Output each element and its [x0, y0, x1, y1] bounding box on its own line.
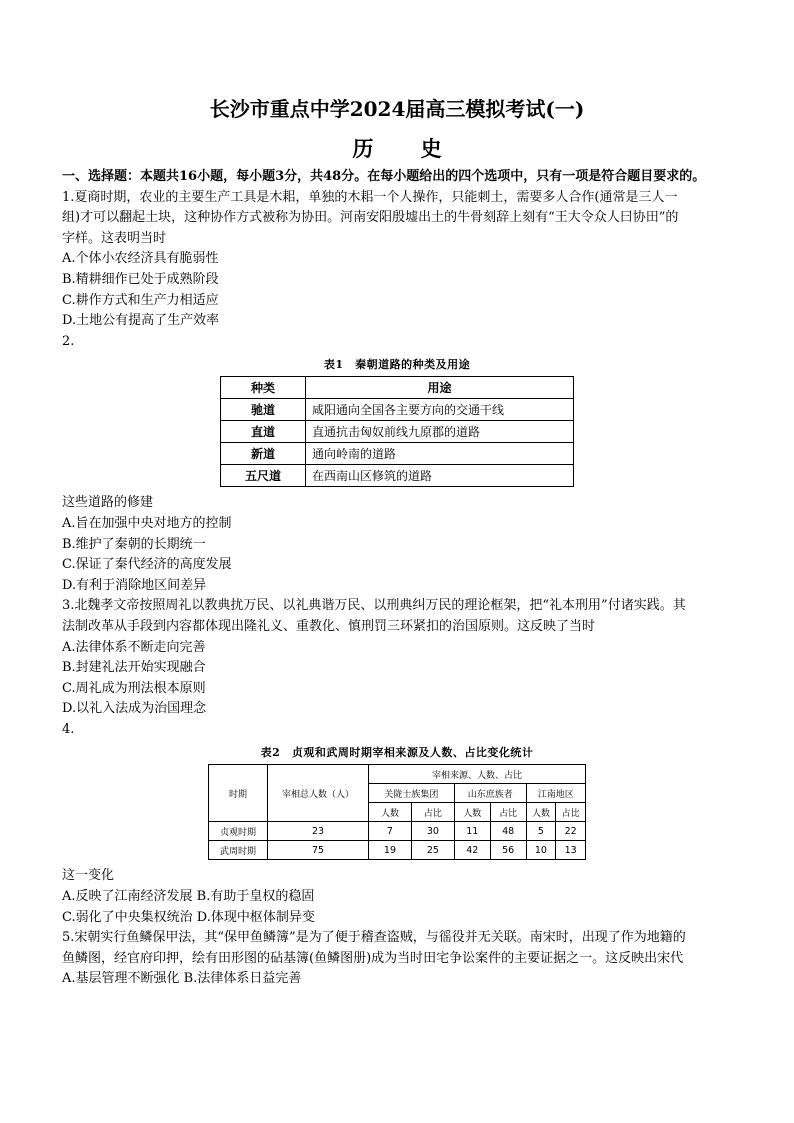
header-sub: 占比: [411, 803, 454, 822]
q3-option-b: B.封建礼法开始实现融合: [62, 660, 206, 676]
question-3: [62, 596, 732, 720]
q3-option-a: A.法律体系不断走向完善: [62, 639, 206, 655]
table-row: [209, 841, 586, 860]
header-group-name: 山东庶族者: [454, 784, 526, 803]
value-cell: 19: [369, 841, 412, 860]
table-header-cell: 种类: [221, 377, 306, 399]
header-group-name: 关陇士族集团: [369, 784, 455, 803]
q5-stem-line: 鱼鳞图，经官府印押，绘有田形图的砧基簿(鱼鳞图册)成为当时田宅争讼案件的主要证据之一。这反映出宋代: [62, 950, 684, 966]
table-1: [220, 376, 574, 487]
q4-stem: 这一变化: [62, 868, 115, 884]
q2-option-c: C.保证了秦代经济的高度发展: [62, 557, 232, 573]
value-cell: 7: [369, 822, 412, 841]
q3-option-c: C.周礼成为刑法根本原则: [62, 680, 206, 696]
value-cell: 48: [490, 822, 526, 841]
subject-title: 历 史: [352, 136, 462, 161]
q2-option-b: B.维护了秦朝的长期统一: [62, 536, 206, 552]
q2-option-a: A.旨在加强中央对地方的控制: [62, 515, 232, 531]
period-cell: 贞观时期: [209, 822, 268, 841]
road-type: 五尺道: [221, 465, 306, 487]
road-type: 驰道: [221, 399, 306, 421]
question-5: [62, 928, 732, 990]
table-2: [208, 764, 586, 860]
q1-option-d: D.土地公有提高了生产效率: [62, 313, 220, 329]
value-cell: 25: [411, 841, 454, 860]
value-cell: 30: [411, 822, 454, 841]
value-cell: 22: [556, 822, 586, 841]
header-total: 宰相总人数（人）: [268, 765, 369, 822]
table-row: [221, 465, 574, 487]
question-1: [62, 188, 732, 332]
value-cell: 56: [490, 841, 526, 860]
section-instructions: 一、选择题：本题共16小题，每小题3分，共48分。在每小题给出的四个选项中，只有一项是符合题目要求的。: [62, 169, 706, 184]
q4-options-cd: C.弱化了中央集权统治 D.体现中枢体制异变: [62, 909, 315, 925]
q5-stem-line: 5.宋朝实行鱼鳞保甲法，其“保甲鱼鳞簿”是为了便于稽查盗贼，与徭役并无关联。南宋时，出现了作为地籍的: [62, 930, 686, 946]
road-type: 直道: [221, 421, 306, 443]
q1-stem-line: 字样。这表明当时: [62, 230, 167, 246]
q1-stem-line: 1.夏商时期，农业的主要生产工具是木耜，单独的木耜一个人操作，只能刺土，需要多人合作(通常是三人一: [62, 189, 678, 205]
table-row: [221, 443, 574, 465]
road-purpose: 咸阳通向全国各主要方向的交通干线: [306, 399, 574, 421]
q4-options-ab: A.反映了江南经济发展 B.有助于皇权的稳固: [62, 889, 315, 905]
table-row: [221, 399, 574, 421]
header-sub: 占比: [556, 803, 586, 822]
road-purpose: 直通抗击匈奴前线九原郡的道路: [306, 421, 574, 443]
road-purpose: 通向岭南的道路: [306, 443, 574, 465]
q1-option-c: C.耕作方式和生产力相适应: [62, 292, 219, 308]
table-header-row: [221, 377, 574, 399]
header-sub: 占比: [490, 803, 526, 822]
value-cell: 5: [526, 822, 556, 841]
q2-number: 2.: [62, 333, 75, 349]
value-cell: 42: [454, 841, 490, 860]
exam-title: 长沙市重点中学2024届高三模拟考试(一): [209, 97, 585, 121]
header-period: 时期: [209, 765, 268, 822]
road-purpose: 在西南山区修筑的道路: [306, 465, 574, 487]
table-header-row: [209, 765, 586, 784]
table-header-cell: 用途: [306, 377, 574, 399]
q2-option-d: D.有利于消除地区间差异: [62, 577, 207, 593]
header-group: 宰相来源、人数、占比: [369, 765, 586, 784]
header-sub: 人数: [454, 803, 490, 822]
q2-stem: 这些道路的修建: [62, 495, 154, 511]
total-cell: 75: [268, 841, 369, 860]
road-type: 新道: [221, 443, 306, 465]
q3-stem-line: 法制改革从手段到内容都体现出隆礼义、重教化、慎刑罚三环紧扣的治国原则。这反映了当时: [62, 618, 596, 634]
value-cell: 10: [526, 841, 556, 860]
question-2: [62, 332, 732, 597]
q5-options-ab: A.基层管理不断强化 B.法律体系日益完善: [62, 971, 302, 987]
table-row: [221, 421, 574, 443]
q1-option-b: B.精耕细作已处于成熟阶段: [62, 271, 219, 287]
value-cell: 11: [454, 822, 490, 841]
period-cell: 武周时期: [209, 841, 268, 860]
exam-page: [62, 96, 732, 990]
q1-stem-line: 组)才可以翻起土块，这种协作方式被称为协田。河南安阳殷墟出土的牛骨刻辞上刻有“王大令众人曰协田”的: [62, 210, 679, 226]
q4-number: 4.: [62, 721, 75, 737]
question-4: [62, 720, 732, 928]
header-sub: 人数: [526, 803, 556, 822]
table-2-caption: 表2 贞观和武周时期宰相来源及人数、占比变化统计: [260, 746, 534, 760]
q3-stem-line: 3.北魏孝文帝按照周礼以教典扰万民、以礼典谐万民、以刑典纠万民的理论框架，把“礼本刑用”付诸实践。其: [62, 598, 686, 614]
value-cell: 13: [556, 841, 586, 860]
total-cell: 23: [268, 822, 369, 841]
q3-option-d: D.以礼入法成为治国理念: [62, 701, 207, 717]
table-row: [209, 822, 586, 841]
header-sub: 人数: [369, 803, 412, 822]
q1-option-a: A.个体小农经济具有脆弱性: [62, 251, 219, 267]
table-1-caption: 表1 秦朝道路的种类及用途: [323, 358, 471, 372]
header-group-name: 江南地区: [526, 784, 585, 803]
